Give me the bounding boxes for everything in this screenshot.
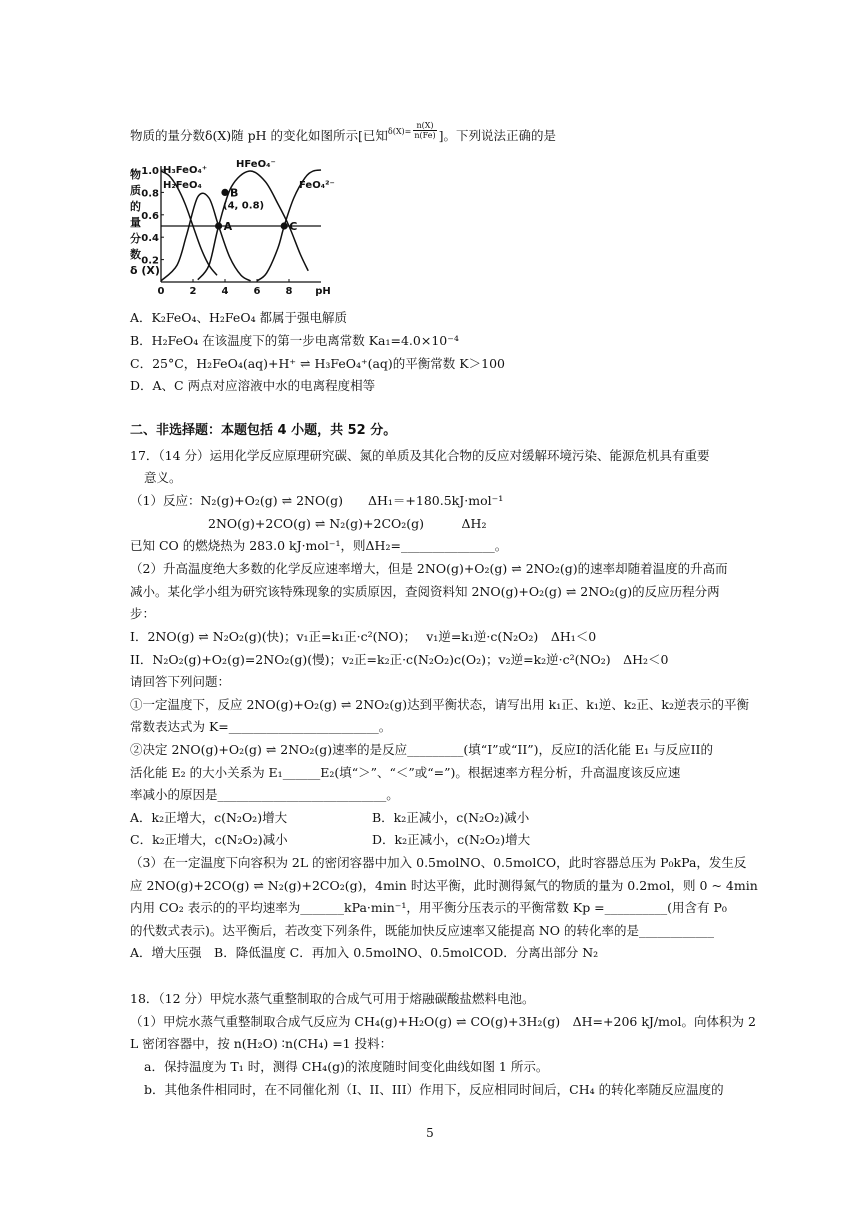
option-c: C．25°C，H₂FeO₄(aq)+H⁺ ⇌ H₃FeO₄⁺(aq)的平衡常数 K＞100 [130, 356, 505, 371]
q17-option-d: D．k₂正减小，c(N₂O₂)增大 [372, 832, 531, 847]
series-label: H₂FeO₄ [163, 180, 202, 191]
option-d: D．A、C 两点对应溶液中水的电离程度相等 [130, 378, 376, 393]
distribution-chart [128, 158, 338, 303]
q17-part1-reaction1: （1）反应：N₂(g)+O₂(g) ⇌ 2NO(g) ΔH₁＝+180.5kJ·mol⁻¹ [130, 493, 504, 508]
q18-item-a: a．保持温度为 T₁ 时，测得 CH₄(g)的浓度随时间变化曲线如图 1 所示。 [144, 1059, 549, 1074]
option-a: A．K₂FeO₄、H₂FeO₄ 都属于强电解质 [130, 310, 348, 325]
q17-sub1-line1: ①一定温度下，反应 2NO(g)+O₂(g) ⇌ 2NO₂(g)达到平衡状态，请写出用 k₁正、k₁逆、k₂正、k₂逆表示的平衡 [130, 697, 749, 712]
y-tick-label: 0.2 [141, 255, 159, 267]
q18-item-b: b．其他条件相同时，在不同催化剂（I、II、III）作用下，反应相同时间后，CH₄ 的转化率随反应温度的 [144, 1082, 724, 1097]
q18-part1-line1: （1）甲烷水蒸气重整制取合成气反应为 CH₄(g)+H₂O(g) ⇌ CO(g)+3H₂(g) ΔH=+206 kJ/mol。向体积为 2 [130, 1014, 756, 1029]
option-b: B．H₂FeO₄ 在该温度下的第一步电离常数 Ka₁=4.0×10⁻⁴ [130, 333, 459, 348]
intro-line [130, 121, 556, 145]
q17-part3-line3: 内用 CO₂ 表示的的平均速率为_______kPa·min⁻¹，用平衡分压表示的平衡常数 Kp =__________(用含有 P₀ [130, 900, 727, 915]
q18-stem: 18．（12 分）甲烷水蒸气重整制取的合成气可用于熔融碳酸盐燃料电池。 [130, 991, 535, 1006]
y-axis-label-char: 质 [130, 184, 141, 197]
y-axis-label-char: 的 [130, 200, 141, 213]
x-tick-label: 0 [157, 286, 165, 297]
q17-stem-line1: 17．（14 分）运用化学反应原理研究碳、氮的单质及其化合物的反应对缓解环境污染、能源危机具有重要 [130, 448, 710, 463]
point-label: B [230, 186, 239, 200]
q17-sub2-line2: 活化能 E₂ 的大小关系为 E₁______E₂(填“＞”、“＜”或“=”)。根据速率方程分析，升高温度该反应速 [130, 765, 681, 780]
q17-part3-options: A．增大压强 B．降低温度 C．再加入 0.5molNO、0.5molCOD．分离出部分 N₂ [130, 945, 599, 960]
x-tick-label: 4 [221, 286, 229, 297]
x-axis-label: pH [315, 286, 331, 297]
y-axis-label-char: δ (X) [130, 264, 160, 277]
point-a [215, 222, 222, 229]
q17-ask: 请回答下列问题： [130, 674, 231, 689]
section-heading: 二、非选择题：本题包括 4 小题，共 52 分。 [130, 423, 397, 438]
fraction-denominator: n(Fe) [414, 131, 436, 140]
q17-step-one: I．2NO(g) ⇌ N₂O₂(g)(快)；v₁正=k₁正·c²(NO)； v₁逆=k₁逆·c(N₂O₂) ΔH₁＜0 [130, 629, 597, 644]
y-tick-label: 0.4 [141, 233, 159, 245]
q17-option-b: B．k₂正减小，c(N₂O₂)减小 [372, 810, 530, 825]
series-label: HFeO₄⁻ [236, 159, 276, 170]
q17-part2-line3: 步： [130, 606, 156, 621]
y-tick-label: 0.6 [141, 210, 159, 222]
q17-option-a: A．k₂正增大，c(N₂O₂)增大 [130, 810, 288, 825]
q17-part1-reaction2: 2NO(g)+2CO(g) ⇌ N₂(g)+2CO₂(g) ΔH₂ [208, 516, 487, 531]
q17-sub2-line1: ②决定 2NO(g)+O₂(g) ⇌ 2NO₂(g)速率的是反应_________(填“I”或“II”)，反应I的活化能 E₁ 与反应II的 [130, 742, 713, 757]
y-axis-label-char: 分 [130, 232, 141, 245]
q17-part3-line1: （3）在一定温度下向容积为 2L 的密闭容器中加入 0.5molNO、0.5molCO，此时容器总压为 P₀kPa，发生反 [130, 855, 747, 870]
x-tick-label: 6 [253, 286, 261, 297]
y-tick-label: 1.0 [141, 166, 159, 177]
point-b [221, 189, 228, 196]
intro-text-after: ]。下列说法正确的是 [438, 128, 557, 143]
point-label: A [223, 220, 233, 233]
q17-sub2-line3: 率减小的原因是___________________________。 [130, 787, 399, 802]
delta-label: δ(X)= [387, 127, 412, 136]
point-label: C [289, 220, 298, 233]
y-tick-label: 0.8 [141, 188, 159, 200]
q17-part2-line1: （2）升高温度绝大多数的化学反应速率增大，但是 2NO(g)+O₂(g) ⇌ 2NO₂(g)的速率却随着温度的升高而 [130, 561, 728, 576]
y-axis-label-char: 数 [130, 248, 141, 261]
y-axis-label-char: 量 [130, 216, 141, 229]
series-label: FeO₄²⁻ [299, 180, 335, 191]
series-label: H₃FeO₄⁺ [163, 165, 208, 176]
q17-sub1-line2: 常数表达式为 K=________________________。 [130, 719, 392, 734]
fraction [413, 121, 436, 140]
y-axis-label-char: 物 [130, 168, 141, 181]
intro-text-before: 物质的量分数δ(X)随 pH 的变化如图所示[已知 [130, 128, 388, 143]
q17-part3-line2: 应 2NO(g)+2CO(g) ⇌ N₂(g)+2CO₂(g)，4min 时达平衡，此时测得氮气的物质的量为 0.2mol，则 0 ~ 4min [130, 878, 758, 893]
x-tick-label: 2 [189, 286, 197, 297]
q17-part3-line4: 的代数式表示)。达平衡后，若改变下列条件，既能加快反应速率又能提高 NO 的转化率的是____________ [130, 923, 715, 938]
q17-step-two: II．N₂O₂(g)+O₂(g)=2NO₂(g)(慢)；v₂正=k₂正·c(N₂O₂)c(O₂)；v₂逆=k₂逆·c²(NO₂) ΔH₂＜0 [130, 652, 669, 667]
x-tick-label: 8 [285, 286, 293, 297]
point-c [281, 222, 288, 229]
fraction-numerator: n(X) [413, 121, 436, 131]
q17-part2-line2: 减小。某化学小组为研究该特殊现象的实质原因，查阅资料知 2NO(g)+O₂(g) ⇌ 2NO₂(g)的反应历程分两 [130, 584, 720, 599]
point-coord-label: (4, 0.8) [223, 200, 265, 212]
page-number: 5 [426, 1126, 434, 1140]
q17-option-c: C．k₂正增大，c(N₂O₂)减小 [130, 832, 288, 847]
q17-part1-question: 已知 CO 的燃烧热为 283.0 kJ·mol⁻¹，则ΔH₂=_______________。 [130, 538, 508, 553]
q17-stem-line2: 意义。 [144, 470, 182, 485]
q18-part1-line2: L 密闭容器中，按 n(H₂O) ∶n(CH₄) =1 投料： [130, 1036, 393, 1051]
